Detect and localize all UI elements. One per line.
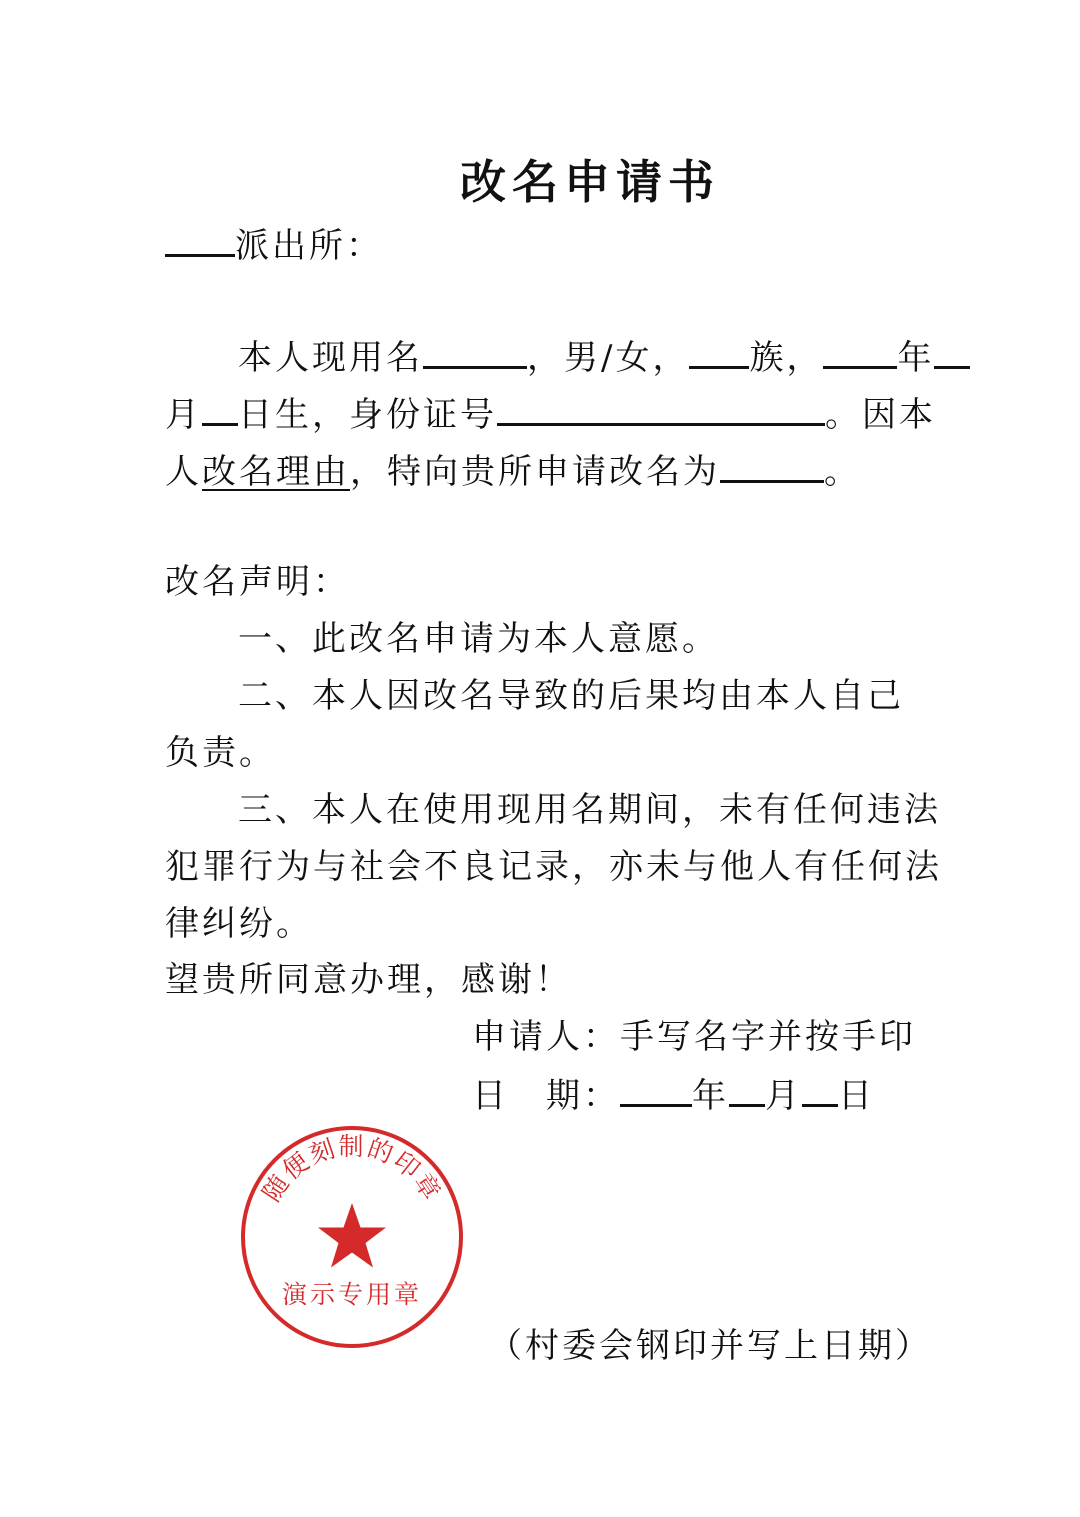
ethnicity-blank[interactable] [689,336,749,369]
addressee-label: 派出所： [235,226,383,266]
declaration-item-1: 一、此改名申请为本人意愿。 [238,619,719,659]
declaration-item-2: 二、本人因改名导致的后果均由本人自己 [238,676,904,716]
date-label: 日 期： [472,1076,620,1116]
birth-day-blank[interactable] [202,393,238,426]
declaration-item-3-cont: 犯罪行为与社会不良记录，亦未与他人有任何法 [165,847,942,887]
seal-top-text: 随便刻制的印章 [256,1132,448,1207]
closing-line: 望贵所同意办理，感谢！ [165,960,572,1000]
para1-line2: 月 日生，身份证号 。因本 [165,395,936,435]
declaration-item-3: 三、本人在使用现用名期间，未有任何违法 [238,790,941,830]
declaration-item-2-cont: 负责。 [165,733,276,773]
date-line: 日 期： 年 月 日 [472,1076,875,1116]
birth-month-blank[interactable] [934,336,970,369]
document-title: 改名申请书 [460,155,720,209]
seal-bottom-text: 演示专用章 [281,1280,423,1309]
para1-line1: 本人现用名 ，男/女， 族， 年 [238,336,970,378]
date-month-blank[interactable] [729,1074,765,1107]
declaration-item-3-end: 律纠纷。 [165,904,313,944]
date-year-blank[interactable] [620,1074,692,1107]
new-name-blank[interactable] [720,450,824,483]
red-seal-stamp [240,1125,464,1349]
addressee-line [165,224,383,266]
para1-line3: 人改名理由，特向贵所申请改名为 。 [165,452,861,492]
police-station-blank[interactable] [165,224,235,257]
star-icon [318,1203,386,1268]
date-day-blank[interactable] [802,1074,838,1107]
current-name-blank[interactable] [423,336,527,369]
applicant-line [472,1017,916,1057]
applicant-label: 申请人： [472,1017,620,1057]
footer-note: （村委会钢印并写上日期） [488,1326,932,1366]
rename-reason-field[interactable]: 改名理由 [202,452,350,492]
applicant-signature-field[interactable]: 手写名字并按手印 [620,1017,916,1057]
declaration-heading: 改名声明： [165,562,350,602]
id-number-blank[interactable] [497,393,825,426]
birth-year-blank[interactable] [823,336,897,369]
